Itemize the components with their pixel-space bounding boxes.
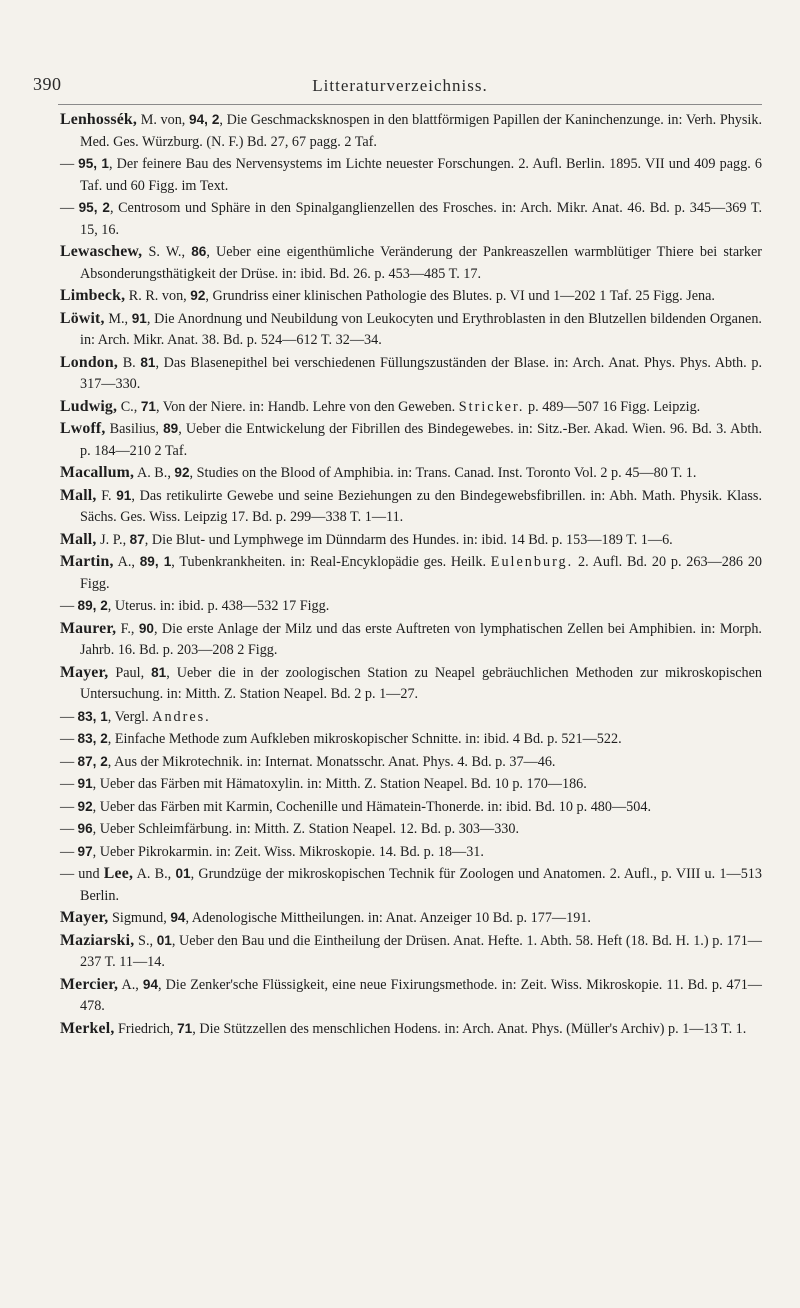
entry-text: Von der Niere. in: Handb. Lehre von den Geweben. [159,398,459,415]
entry-separator: , [92,708,101,724]
entry-text: Aus der Mikrotechnik. in: Internat. Monatsschr. Anat. Phys. 4. Bd. p. 37—46. [111,753,556,770]
entry-comma: , [219,112,223,128]
entry-text: Centrosom und Sphäre in den Spinalganglienzellen des Frosches. in: Arch. Mikr. Anat. 46. Bd. p. 345—369 T. 15, 16. [80,200,762,238]
entry-text: Ueber eine eigenthümliche Veränderung der Pankreaszellen warmblütiger Thiere bei starker Absonderungsthätigkeit der Drüse. in: ibid. Bd. 26. p. 453—485 T. 17. [80,244,762,282]
bibliography-list [60,109,762,1040]
entry-number: 2 [102,200,110,215]
entry-separator: , [92,731,101,746]
repeat-author-dash: — [60,753,75,770]
bibliography-entry [60,974,762,1018]
entry-separator: , [154,554,164,569]
entry-year: 81 [140,354,156,370]
entry-comma: , [107,708,112,725]
entry-author: Maziarski, [60,931,135,949]
bibliography-entry [60,662,762,706]
repeat-author-dash: — [60,776,75,792]
entry-text: Die Zenker'sche Flüssigkeit, eine neue Fixirungsmethode. in: Zeit. Wiss. Mikroskopie. 11. Bd. p. 471—478. [80,976,762,1014]
entry-names: A. B., [134,465,175,481]
entry-comma: , [92,776,97,792]
entry-year: 89 [77,598,93,613]
entry-comma: , [92,798,97,815]
bibliography-entry [60,551,762,595]
bibliography-entry [60,462,762,485]
entry-names: M. von, [137,112,190,128]
entry-year: 01 [175,866,191,881]
entry-author: Mayer, [60,909,109,926]
bibliography-entry [60,308,762,352]
entry-comma: , [178,421,182,437]
entry-comma: , [205,288,209,304]
entry-text: Adenologische Mittheilungen. in: Anat. Anzeiger 10 Bd. p. 177—191. [189,910,591,926]
entry-text: Die Anordnung und Neubildung von Leukocyten und Erythroblasten in den Blutzellen bildenden Organen. in: Arch. Mikr. Anat. 38. Bd. p. 524—612 T. 32—34. [80,310,762,348]
entry-names: A., [113,554,140,570]
bibliography-entry [60,751,762,774]
entry-author: Macallum, [60,464,135,481]
bibliography-entry [60,153,762,197]
entry-number: 1 [163,554,172,569]
bibliography-entry [60,109,762,153]
entry-comma: , [131,487,135,504]
entry-year: 01 [156,932,172,948]
repeat-author-dash: — [60,200,75,216]
entry-names: und [74,866,104,882]
bibliography-entry [60,706,762,729]
entry-names: S. W., [142,244,192,260]
entry-text-after: 2. Aufl. Bd. 20 p. 263—286 20 Figg. [80,554,763,592]
entry-text: Das retikulirte Gewebe und seine Beziehungen zu den Bindegewebsfibrillen. in: Abh. Math. Physik. Klass. Sächs. Ges. Wiss. Leipzig 17. Bd. p. 299—338 T. 1—11. [80,487,762,525]
entry-author: Löwit, [60,309,105,327]
entry-comma: , [144,531,149,548]
entry-author: Mercier, [60,975,119,993]
entry-comma: , [155,398,160,415]
entry-text: Das Blasenepithel bei verschiedenen Füllungszuständen der Blase. in: Arch. Anat. Phys. Phys. Abth. p. 317—330. [80,354,762,392]
entry-names: C., [117,398,141,415]
entry-comma: , [109,200,114,216]
entry-comma: , [171,554,175,570]
running-head: Litteraturverzeichniss. [312,76,488,95]
entry-year: 86 [191,244,207,259]
entry-editor: Eulenburg. [490,554,574,570]
entry-year: 81 [151,664,167,680]
entry-separator: , [93,200,103,215]
bibliography-entry [60,818,762,841]
entry-year: 94 [170,910,186,925]
entry-year: 71 [140,398,156,414]
entry-text: Die Geschmacksknospen in den blattförmigen Papillen der Kaninchenzunge. in: Verh. Physik. Med. Ges. Würzburg. (N. F.) Bd. 27, 67 pagg. 2 Taf. [80,112,763,150]
entry-text: Ueber den Bau und die Eintheilung der Drüsen. Anat. Hefte. 1. Abth. 58. Heft (18. Bd. H. 1.) p. 171—237 T. 11—14. [80,932,762,970]
entry-comma: , [154,620,158,637]
entry-separator: , [92,753,101,769]
bibliography-entry [60,1018,762,1041]
entry-author: Mayer, [60,663,109,681]
repeat-author-dash: — [60,866,75,882]
repeat-author-dash: — [60,798,75,815]
entry-names: S., [134,932,157,949]
bibliography-entry [60,841,762,864]
entry-text: Ueber das Färben mit Karmin, Cochenille und Hämatein-Thonerde. in: ibid. Bd. 10 p. 480—504. [96,798,651,815]
entry-text: Die Stützzellen des menschlichen Hodens. in: Arch. Anat. Phys. (Müller's Archiv) p. 1—13 T. 1. [195,1020,747,1037]
entry-comma: , [108,156,113,172]
entry-separator: , [93,156,102,171]
bibliography-entry [60,618,762,662]
repeat-author-dash: — [60,156,75,172]
entry-comma: , [146,310,151,327]
bibliography-entry [60,529,762,552]
entry-text: Ueber Schleimfärbung. in: Mitth. Z. Station Neapel. 12. Bd. p. 303—330. [96,821,520,837]
bibliography-entry [60,595,762,618]
bibliography-entry [60,285,762,308]
entry-editor: Stricker. [458,398,525,415]
entry-names: Paul, [108,664,152,681]
header-rule [58,104,762,105]
entry-names: F. [96,487,117,504]
entry-text: Studies on the Blood of Amphibia. in: Trans. Canad. Inst. Toronto Vol. 2 p. 45—80 T. 1. [193,465,697,481]
entry-text: Tubenkrankheiten. in: Real-Encyklopädie ges. Heilk. [174,554,491,570]
entry-comma: , [190,866,195,882]
bibliography-entry [60,728,762,751]
bibliography-entry [60,352,762,396]
entry-year: 97 [77,843,93,859]
entry-number: 2 [211,112,220,127]
entry-names: M., [104,310,132,327]
entry-year: 90 [138,620,154,636]
entry-year: 71 [177,1020,193,1036]
page-number: 390 [33,74,62,94]
entry-year: 89 [163,421,179,436]
entry-text: Ueber die in der zoologischen Station zu Neapel gebräuchlichen Methoden zur mikroskopischen Untersuchung. in: Mitth. Z. Station Neapel. Bd. 2 p. 1—27. [80,664,762,702]
entry-comma: , [92,843,97,860]
entry-text: Vergl. [111,708,153,725]
entry-text: Einfache Methode zum Aufkleben mikroskopischer Schnitte. in: ibid. 4 Bd. p. 521—522. [111,731,622,747]
entry-comma: , [158,976,162,993]
entry-comma: , [166,664,170,681]
entry-author: Martin, [60,553,114,570]
entry-year: 87 [77,753,93,769]
entry-author: Ludwig, [60,397,118,415]
entry-separator: , [92,598,101,613]
entry-year: 91 [116,487,132,503]
entry-editor: Andres. [152,708,211,725]
entry-text: Ueber die Entwickelung der Fibrillen des Bindegewebes. in: Sitz.-Ber. Akad. Wien. 96. Bd. 3. Abth. p. 184—210 2 Taf. [80,421,762,459]
entry-year: 92 [174,465,190,480]
entry-year: 87 [129,531,145,547]
entry-comma: , [107,753,112,770]
entry-names: Friedrich, [114,1020,178,1037]
entry-comma: , [92,821,97,837]
entry-text: Die erste Anlage der Milz und das erste Auftreten von lymphatischen Zellen bei Amphibien. in: Morph. Jahrb. 16. Bd. p. 203—208 2 Figg. [80,620,762,658]
bibliography-entry [60,241,762,285]
entry-comma: , [107,731,112,747]
entry-author: London, [60,353,119,371]
entry-text: Grundzüge der mikroskopischen Technik für Zoologen und Anatomen. 2. Aufl., p. VIII u. 1—513 Berlin. [80,866,762,904]
bibliography-entry [60,863,762,907]
entry-author: Lenhossék, [60,111,138,128]
entry-text: Grundriss einer klinischen Pathologie des Blutes. p. VI und 1—202 1 Taf. 25 Figg. Jena. [208,288,715,304]
entry-author: Mall, [60,486,97,504]
entry-number: 1 [101,156,109,171]
entry-names: Sigmund, [108,910,171,926]
entry-text: Die Blut- und Lymphwege im Dünndarm des Hundes. in: ibid. 14 Bd. p. 153—189 T. 1—6. [148,531,673,548]
entry-comma: , [171,932,176,949]
entry-author: Maurer, [60,619,117,637]
entry-names: J. P., [96,531,130,548]
repeat-author-dash: — [60,598,75,614]
entry-names: Basilius, [105,421,164,437]
entry-number: 2 [100,731,108,746]
repeat-author-dash: — [60,731,75,747]
entry-number: 2 [100,598,108,613]
entry-number: 1 [100,708,108,724]
entry-year: 94 [142,976,159,992]
entry-author: Lewaschew, [60,243,143,260]
bibliography-entry [60,485,762,529]
bibliography-entry [60,418,762,462]
entry-year: 83 [77,708,93,724]
entry-separator: , [204,112,212,127]
bibliography-entry [60,907,762,930]
entry-comma: , [107,598,112,614]
entry-author: Merkel, [60,1019,115,1037]
entry-author: Lwoff, [60,420,106,437]
bibliography-entry [60,930,762,974]
entry-year: 96 [77,821,93,836]
entry-text: Ueber das Färben mit Hämatoxylin. in: Mitth. Z. Station Neapel. Bd. 10 p. 170—186. [96,776,587,792]
repeat-author-dash: — [60,821,75,837]
entry-year: 94 [189,112,205,127]
entry-year: 91 [77,776,93,791]
entry-names: B. [118,354,141,371]
entry-text: Der feinere Bau des Nervensystems im Lichte neuester Forschungen. 2. Aufl. Berlin. 1895. VII und 409 pagg. 6 Taf. und 60 Figg. im Text. [80,156,762,194]
entry-coauthor-names: A. B., [133,866,176,882]
repeat-author-dash: — [60,843,75,860]
entry-year: 92 [190,288,206,303]
entry-author: Limbeck, [60,287,126,304]
bibliography-entry [60,796,762,819]
entry-number: 2 [100,753,108,769]
entry-year: 91 [131,310,147,326]
entry-text-after: p. 489—507 16 Figg. Leipzig. [524,398,701,415]
bibliography-entry [60,396,762,419]
entry-comma: , [185,910,189,926]
entry-year: 89 [139,554,155,569]
entry-names: R. R. von, [125,288,191,304]
entry-coauthor: Lee, [103,865,134,882]
bibliography-entry [60,773,762,796]
entry-text: Uterus. in: ibid. p. 438—532 17 Figg. [111,598,330,614]
entry-author: Mall, [60,530,97,548]
entry-comma: , [189,465,194,481]
entry-year: 95 [78,156,94,171]
entry-names: F., [116,620,139,637]
entry-text: Ueber Pikrokarmin. in: Zeit. Wiss. Mikroskopie. 14. Bd. p. 18—31. [96,843,484,860]
bibliography-entry [60,197,762,241]
entry-names: A., [118,976,143,993]
entry-comma: , [155,354,160,371]
entry-year: 95 [78,200,94,215]
repeat-author-dash: — [60,708,75,725]
entry-comma: , [206,244,210,260]
entry-year: 92 [77,798,93,814]
entry-comma: , [192,1020,196,1037]
entry-year: 83 [77,731,93,746]
